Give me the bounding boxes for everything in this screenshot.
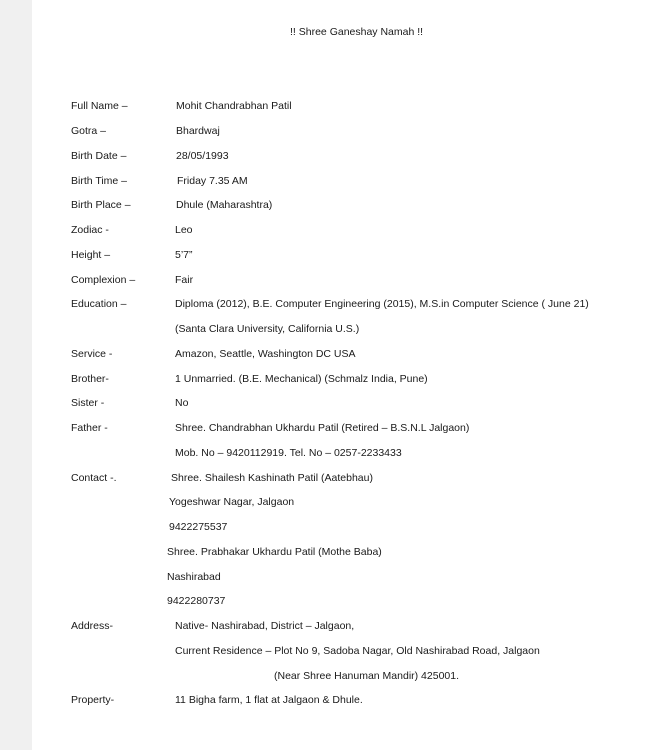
brother-label: Brother- — [71, 373, 109, 385]
address-line: (Near Shree Hanuman Mandir) 425001. — [274, 670, 460, 682]
address-label: Address- — [71, 620, 114, 632]
contact-line: 9422275537 — [169, 521, 228, 533]
biodata-page — [32, 0, 646, 750]
father-line: Shree. Chandrabhan Ukhardu Patil (Retired – B.S.N.L Jalgaon) — [175, 422, 470, 434]
contact-line: Nashirabad — [167, 571, 221, 583]
education-line: (Santa Clara University, California U.S.) — [175, 323, 360, 335]
full-name-label: Full Name – — [71, 100, 128, 112]
birth-time-label: Birth Time – — [71, 175, 128, 187]
father-label: Father - — [71, 422, 108, 434]
full-name-value: Mohit Chandrabhan Patil — [176, 100, 292, 112]
height-value: 5’7” — [175, 249, 193, 261]
contact-label: Contact -. — [71, 472, 117, 484]
contact-line: Shree. Prabhakar Ukhardu Patil (Mothe Baba) — [167, 546, 382, 558]
property-value: 11 Bigha farm, 1 flat at Jalgaon & Dhule. — [175, 694, 363, 706]
address-line: Native- Nashirabad, District – Jalgaon, — [175, 620, 355, 632]
birth-date-value: 28/05/1993 — [176, 150, 229, 162]
education-label: Education – — [71, 298, 127, 310]
contact-line: Shree. Shailesh Kashinath Patil (Aatebhau) — [171, 472, 373, 484]
gotra-value: Bhardwaj — [176, 125, 220, 137]
contact-line: Yogeshwar Nagar, Jalgaon — [169, 496, 295, 508]
service-label: Service - — [71, 348, 113, 360]
birth-place-label: Birth Place – — [71, 199, 131, 211]
zodiac-value: Leo — [175, 224, 193, 236]
father-line: Mob. No – 9420112919. Tel. No – 0257-2233433 — [175, 447, 402, 459]
zodiac-label: Zodiac - — [71, 224, 109, 236]
sister-value: No — [175, 397, 189, 409]
brother-value: 1 Unmarried. (B.E. Mechanical) (Schmalz India, Pune) — [175, 373, 428, 385]
sister-label: Sister - — [71, 397, 105, 409]
birth-date-label: Birth Date – — [71, 150, 127, 162]
birth-place-value: Dhule (Maharashtra) — [176, 199, 273, 211]
height-label: Height – — [71, 249, 111, 261]
birth-time-value: Friday 7.35 AM — [177, 175, 248, 187]
property-label: Property- — [71, 694, 115, 706]
complexion-value: Fair — [175, 274, 194, 286]
contact-line: 9422280737 — [167, 595, 226, 607]
page-header: !! Shree Ganeshay Namah !! — [290, 26, 424, 38]
address-line: Current Residence – Plot No 9, Sadoba Nagar, Old Nashirabad Road, Jalgaon — [175, 645, 540, 657]
service-value: Amazon, Seattle, Washington DC USA — [175, 348, 356, 360]
gotra-label: Gotra – — [71, 125, 107, 137]
complexion-label: Complexion – — [71, 274, 136, 286]
education-line: Diploma (2012), B.E. Computer Engineering (2015), M.S.in Computer Science ( June 21) — [175, 298, 589, 310]
